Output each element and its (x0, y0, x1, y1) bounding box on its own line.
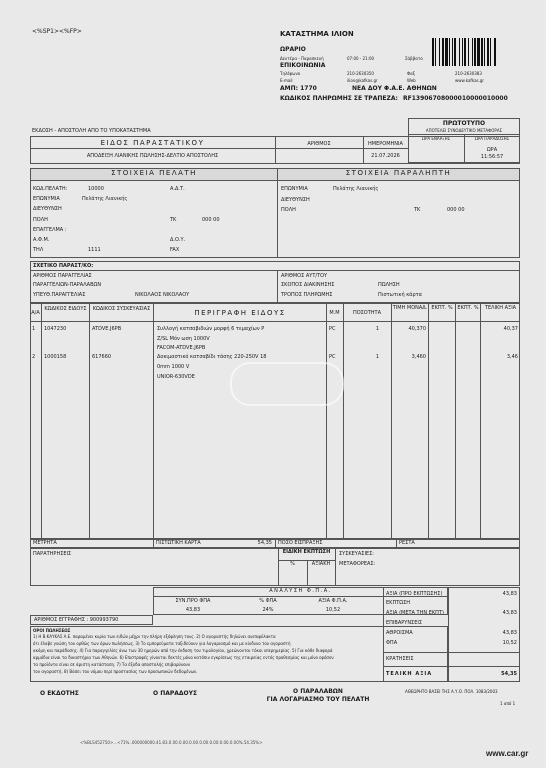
vehicle-label: ΑΡΙΘΜΟΣ ΑΥΤ/ΤΟΥ (281, 273, 328, 279)
doc-date-label: ΗΜΕΡΟΜΗΝΙΑ (368, 141, 403, 147)
signature-receiver-1: Ο ΠΑΡΑΛΑΒΩΝ (293, 688, 343, 695)
doc-date: 21.07.2026 (371, 153, 400, 159)
recipient-name-label: ΕΠΩΝΥΜΙΑ (281, 186, 308, 192)
customer-address-label: ΔΙΕΥΘΥΝΣΗ (33, 206, 62, 212)
email-label: E-mail (280, 78, 293, 83)
order-responsible: ΝΙΚΟΛΑΟΣ ΝΙΚΟΛΑΟΥ (135, 292, 190, 298)
table-row-2-desc-2: 0mm 1000 V (157, 364, 190, 370)
amp-number: ΑΜΠ: 1770 (280, 85, 317, 92)
signature-issuer: Ο ΕΚΔΟΤΗΣ (40, 690, 79, 697)
terms-line-3: ακόμη και παράδοσης. 4) Για παραγγελίες άνω των 30 ημερών από την έκδοση του τιμολογίου, χρεώνονται τόκοι υπερημερίας. 5) Για κάθε διαφορά (33, 648, 333, 653)
vat-pct-label: % ΦΠΑ (259, 598, 277, 604)
summary-value-8: 54,35 (501, 671, 517, 677)
issuer-line: ΕΚΔΟΣΗ - ΑΠΟΣΤΟΛΗ ΑΠΟ ΤΟ ΥΠΟΚΑΤΑΣΤΗΜΑ (32, 128, 151, 134)
store-name: ΚΑΤΑΣΤΗΜΑ ΙΛΙΟΝ (280, 30, 354, 38)
col-price: ΤΙΜΗ ΜΟΝΑΔ. (392, 305, 428, 311)
recipient-address-label: ΔΙΕΥΘΥΝΣΗ (281, 197, 310, 203)
col-aa: Α/Α (31, 310, 40, 316)
signature-deliverer: Ο ΠΑΡΑΔΟΥΣ (153, 690, 198, 697)
table-row-1-code: 1047230 (44, 326, 67, 332)
bank-code: RF13906708000010000010000 (403, 95, 508, 102)
summary-label-3: ΑΞΙΑ (ΜΕΤΑ ΤΗΝ ΕΚΠΤ) (386, 610, 444, 616)
summary-label-7: ΚΡΑΤΗΣΕΙΣ (386, 656, 414, 662)
customer-header: ΣΤΟΙΧΕΙΑ ΠΕΛΑΤΗ (31, 169, 277, 181)
col-unit: Μ.Μ (329, 310, 340, 316)
recipient-tk: 000 00 (447, 207, 465, 213)
purpose-value: ΠΩΛΗΣΗ (378, 282, 400, 288)
recipient-tk-label: ΤΚ (414, 207, 421, 213)
table-row-2-desc-3: UNIOR-630VDE (157, 374, 195, 380)
items-table (30, 303, 520, 539)
summary-label-8: ΤΕΛΙΚΗ ΑΞΙΑ (386, 671, 433, 677)
web-value: www.kafkas.gr (455, 78, 485, 83)
vat-net: 43,83 (185, 607, 201, 613)
recipient-name: Πελάτης Λιανικής (333, 186, 379, 192)
table-row-1-unit: PC (329, 326, 336, 332)
customer-city-label: ΠΟΛΗ (33, 217, 48, 223)
table-row-1-aa: 1 (32, 326, 36, 332)
delivery-time-label: ΩΡΑ ΠΑΡΑΔΟΣΗΣ (474, 136, 510, 141)
watermark-text: www.car.gr (486, 749, 529, 758)
customer-name-label: ΕΠΩΝΥΜΙΑ (33, 196, 60, 202)
table-row-1-desc-3: FACOM-ATDVE.J6PB (157, 345, 206, 351)
customer-tk: 000 00 (202, 217, 220, 223)
phone-label: Τηλέφωνο (280, 71, 301, 76)
card-label: ΠΙΣΤΩΤΙΚΗ ΚΑΡΤΑ (156, 540, 201, 546)
customer-tel-label: ΤΗΛ (33, 247, 44, 253)
footer-code: <%BLS452750>...<71%..000000000.41.83.0.00.0.00.0.00.0.00.0.00.0.00.0.00%.54.35%> (80, 740, 263, 745)
table-row-1-total: 40,37 (503, 326, 518, 332)
recipient-city-label: ΠΟΛΗ (281, 207, 296, 213)
customer-code-label: ΚΩΔ.ΠΕΛΑΤΗ: (33, 186, 68, 192)
contact-label: ΕΠΙΚΟΙΝΩΝΙΑ (280, 62, 326, 69)
original-title: ΠΡΩΤΟΤΥΠΟ (442, 120, 486, 127)
start-time-label: ΩΡΑ ΕΝΑΡΞΗΣ (421, 136, 451, 141)
vat-value-label: ΑΞΙΑ Φ.Π.Α. (318, 598, 348, 604)
customer-tel: 1111 (88, 247, 101, 253)
summary-label-4: ΕΠΙΒΑΡΥΝΣΕΙΣ (386, 620, 423, 626)
reg-number: ΑΡΙΘΜΟΣ ΕΓΓΡΑΦΗΣ : 900993790 (34, 617, 119, 623)
watermark-logo (230, 362, 344, 406)
order-box (30, 261, 520, 303)
weekday-hours: 07:00 - 21:00 (347, 56, 375, 61)
vat-net-label: ΣΥΝ.ΠΡΟ ΦΠΑ (175, 598, 211, 604)
customer-tk-label: ΤΚ (170, 217, 177, 223)
terms-line-5: τα προϊόντα είναι σε άριστη κατάσταση. 7) Τα έξοδα αποστολής επιβαρύνουν (33, 662, 191, 667)
order-number-label: ΑΡΙΘΜΟΣ ΠΑΡΑΓΓΕΛΙΑΣ (33, 273, 92, 279)
terms-line-1: 1) Η Β.ΚΑΥΚΑΣ Α.Ε. παραμένει κυρία των ειδών μέχρι την πλήρη εξόφληση τους. 2) Ο αγοραστής δηλώνει ανεπιφύλακτα (33, 634, 276, 639)
special-discount-label: ΕΙΔΙΚΗ ΕΚΠΤΩΣΗ (282, 549, 331, 555)
remarks-box (30, 548, 520, 586)
summary-value-5: 43,83 (502, 630, 517, 636)
related-doc-label: ΣΧΕΤΙΚΟ ΠΑΡΑΣΤ/ΚΟ: (33, 263, 94, 269)
customer-afm-label: Α.Φ.Μ. (33, 237, 50, 243)
col-disc2: ΕΚΠΤ. % (457, 305, 479, 311)
summary-label-2: ΕΚΠΤΩΣΗ (386, 600, 410, 606)
customer-adt-label: Α.Δ.Τ. (170, 186, 185, 192)
fax-value: 210-2630383 (455, 71, 482, 76)
doc-type: ΑΠΟΔΕΙΞΗ ΛΙΑΝΙΚΗΣ ΠΩΛΗΣΗΣ-ΔΕΛΤΙΟ ΑΠΟΣΤΟΛΗΣ (86, 153, 219, 159)
hours-label: ΩΡΑΡΙΟ (280, 46, 306, 53)
orders-receipts-label: ΠΑΡΑΓΓΕΛΙΩΝ-ΠΑΡΑΛΑΒΩΝ (33, 282, 102, 288)
vat-header: ΑΝΑΛΥΣΗ Φ.Π.Α. (269, 588, 332, 594)
transport-label: ΜΕΤΑΦΟΡΕΑΣ: (339, 561, 376, 567)
table-row-2-qty: 1 (375, 354, 379, 360)
terms-line-6: τον αγοραστή. 8) Βάσει του νόμου περί προστασίας των προσωπικών δεδομένων. (33, 669, 198, 674)
vat-pct: 24% (262, 607, 274, 613)
doc-type-header: ΕΙΔΟΣ ΠΑΡΑΣΤΑΤΙΚΟΥ (100, 139, 205, 147)
summary-label-5: ΑΘΡΟΙΣΜΑ (386, 630, 413, 636)
col-qty: ΠΟΣΟΤΗΤΑ (352, 310, 382, 316)
web-label: Web (407, 78, 416, 83)
customer-job-label: ΕΠΑΓΓΕΛΜΑ : (33, 227, 67, 233)
terms-line-4: αρμόδια είναι τα δικαστήρια των Αθηνών. 6) Επιστροφές γίνονται δεκτές μόνο κατόπιν εγκρίσεως της εταιρείας εντός προθεσμίας και μόνο εφόσον (33, 655, 334, 660)
table-row-1-pack: ATDVE.J6PB (92, 326, 122, 332)
top-code: <%SP1><%FP> (32, 28, 82, 35)
summary-value-6: 10,52 (502, 640, 517, 646)
payment-label: ΤΡΟΠΟΣ ΠΛΗΡΩΜΗΣ (281, 292, 333, 298)
weekdays-label: Δευτέρα - Παρασκευή (280, 56, 324, 61)
customer-name: Πελάτης Λιανικής (82, 196, 128, 202)
packaging-label: ΣΥΣΚΕΥΑΣΙΕΣ: (339, 551, 374, 557)
table-row-2-code: 1000158 (44, 354, 67, 360)
col-pack: ΚΩΔΙΚΟΣ ΣΥΣΚΕΥΑΣΙΑΣ (92, 306, 151, 312)
recipient-header: ΣΤΟΙΧΕΙΑ ΠΑΡΑΛΗΠΤΗ (278, 169, 519, 181)
collect-label: ΠΟΣΟ ΕΙΣΠΡΑΞΗΣ (278, 540, 323, 546)
order-responsible-label: ΥΠΕΥΘ.ΠΑΡΑΓΓΕΛΙΑΣ (33, 292, 86, 298)
col-code: ΚΩΔΙΚΟΣ ΕΙΔΟΥΣ (44, 306, 87, 312)
phone-value: 210-2630350 (347, 71, 374, 76)
table-row-2-total: 3,46 (506, 354, 518, 360)
table-row-2-price: 3,460 (411, 354, 426, 360)
payment-value: Πιστωτική κάρτα (378, 292, 422, 298)
table-row-2-pack: 617660 (92, 354, 112, 360)
delivery-time: 11:56:57 (480, 154, 504, 160)
special-discount-pct: % (290, 561, 295, 567)
table-row-1-price: 40,370 (408, 326, 426, 332)
doc-number-label: ΑΡΙΘΜΟΣ (307, 141, 331, 147)
table-row-1-qty: 1 (375, 326, 379, 332)
doc-time-label: ΩΡΑ (486, 147, 498, 153)
store-doy: ΝΕΑ ΔΟΥ Φ.Α.Ε. ΑΘΗΝΩΝ (352, 85, 437, 92)
summary-value-1: 43,83 (502, 591, 517, 597)
barcode (432, 38, 520, 66)
customer-doy-label: Δ.Ο.Υ. (170, 237, 186, 243)
parties-box (30, 168, 520, 258)
summary-value-3: 43,83 (502, 610, 517, 616)
bank-code-label: ΚΩΔΙΚΟΣ ΠΛΗΡΩΜΗΣ ΣΕ ΤΡΑΠΕΖΑ: (280, 95, 398, 102)
signature-receiver-2: ΓΙΑ ΛΟΓΑΡΙΑΣΜΟ ΤΟΥ ΠΕΛΑΤΗ (266, 696, 370, 703)
table-row-2-aa: 2 (32, 354, 36, 360)
change-label: ΡΕΣΤΑ (399, 540, 415, 546)
special-discount-value: ΑΞΙΑΚΗ (311, 561, 331, 567)
summary-label-6: ΦΠΑ (386, 640, 398, 646)
table-row-1-desc-2: Z/SL Μόν ωση 1000V (157, 336, 210, 342)
table-row-1-desc-1: Συλλογή κατσαβιδιών μορφή 6 τεμαχίων P (157, 326, 265, 332)
fax-label: Φαξ (407, 71, 416, 76)
cash-label: ΜΕΤΡΗΤΑ (33, 540, 57, 546)
original-subtitle: ΑΠΟΤΕΛΕΙ ΣΥΝΟΔΕΥΤΙΚΟ ΜΕΤΑΦΟΡΑΣ (425, 128, 503, 133)
table-row-2-unit: PC (329, 354, 336, 360)
terms-title: ΟΡΟΙ ΠΩΛΗΣΕΩΣ (33, 628, 71, 633)
email-value: ilion@kafkas.gr (347, 78, 378, 83)
col-total: ΤΕΛΙΚΗ ΑΞΙΑ (484, 305, 517, 311)
terms-line-2: ότι έλαβε γνώση του ορθώς των όρων πωλήσεως. 3) Το εμπορεύματα ταξιδεύουν για λογαριασμό και με κίνδυνο του αγοραστή (33, 641, 291, 646)
customer-code: 10000 (88, 186, 104, 192)
purpose-label: ΣΚΟΠΟΣ ΔΙΑΚΙΝΗΣΗΣ (281, 282, 335, 288)
table-row-2-desc-1: Δοκιμαστικό κατσαβίδι τάσης 220-250V 18 (157, 354, 267, 360)
validation-note: ΑΘΕΩΡΗΤΟ ΒΑΣΕΙ ΤΗΣ Α.Υ.Ο. ΠΟΛ. 1083/2003 (405, 689, 498, 694)
page-number: 1 από 1 (500, 701, 516, 706)
remarks-label: ΠΑΡΑΤΗΡΗΣΕΙΣ (33, 551, 72, 557)
col-disc1: ΕΚΠΤ. % (431, 305, 453, 311)
card-amount: 54,35 (257, 540, 272, 546)
vat-value: 10,52 (325, 607, 341, 613)
col-desc: ΠΕΡΙΓΡΑΦΗ ΕΙΔΟΥΣ (194, 309, 286, 317)
summary-label-1: ΑΞΙΑ (ΠΡΟ ΕΚΠΤΩΣΗΣ) (386, 591, 443, 597)
customer-fax-label: FAX (170, 247, 180, 253)
saturday-label: Σάββατο (405, 56, 423, 61)
